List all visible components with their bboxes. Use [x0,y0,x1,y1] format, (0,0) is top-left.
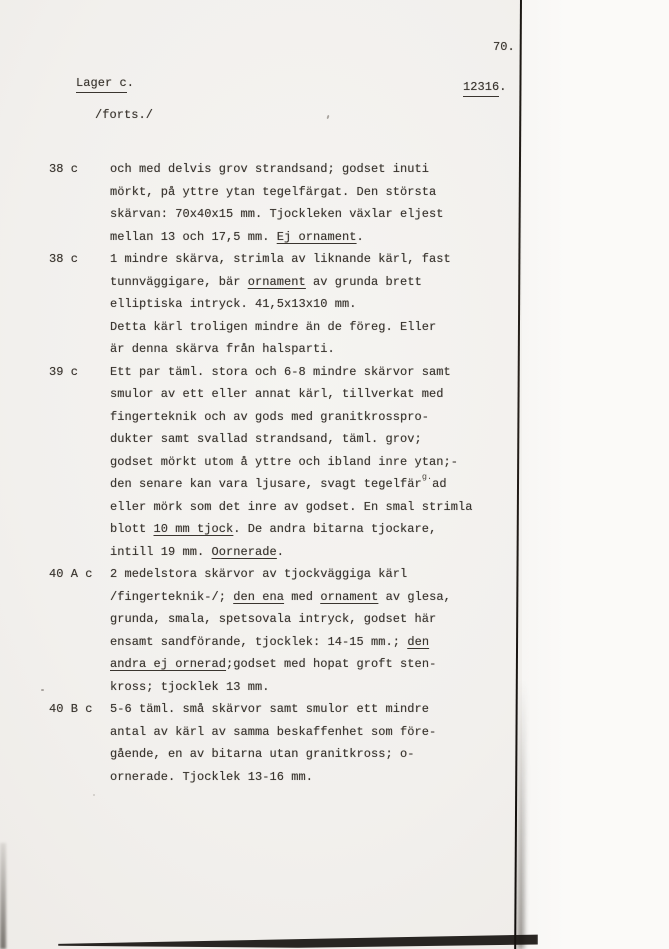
catalog-entry [0,248,520,361]
entry-label: 40 A c [49,567,93,581]
entry-text-line: den senare kan vara ljusare, svagt tegelfärg.ad [110,473,520,496]
handwritten-insertion: g. [421,472,433,482]
entry-text-line: andra ej ornerad;godset med hopat groft sten- [110,657,437,671]
underlined-text: ornament [320,589,379,604]
entry-text-line: ensamt sandförande, tjocklek: 14-15 mm.; den [110,634,430,649]
entry-text [110,563,520,698]
scan-speck [326,115,329,119]
entry-text-line: ornerade. Tjocklek 13-16 mm. [110,769,314,784]
catalog-entry [0,563,520,698]
entry-text-line: mellan 13 och 17,5 mm. Ej ornament. [110,229,364,244]
entry-text-line: intill 19 mm. Oornerade. [110,544,285,559]
document-number [434,66,507,108]
entry-text-line: och med delvis grov strandsand; godset inuti [110,162,430,176]
underlined-text: den ena [233,589,285,604]
entry-text-line: dukter samt svallad strandsand, täml. grov; [110,432,422,446]
entry-text [110,698,520,788]
section-heading-period: . [126,76,135,90]
entry-text-line: blott 10 mm tjock. De andra bitarna tjockare, [110,522,437,536]
catalog-entries [0,158,520,788]
entry-text-line: grunda, smala, spetsovala intryck, godset här [110,612,437,626]
entry-text [110,248,520,361]
entry-text-line: kross; tjocklek 13 mm. [110,679,270,694]
entry-label: 40 B c [49,702,93,716]
entry-text-line: skärvan: 70x40x15 mm. Tjockleken växlar eljest [110,207,444,221]
catalog-entry [0,158,520,248]
document-number-text: 12316 [463,80,499,97]
page-number-text: 70. [493,40,515,54]
entry-text-line: Detta kärl troligen mindre än de föreg. Eller [110,319,437,334]
underlined-text: Oornerade [211,544,277,559]
entry-text-line: 2 medelstora skärvor av tjockväggiga kärl [110,567,408,581]
entry-text-line: gående, en av bitarna utan granitkross; o- [110,747,415,761]
entry-text-line: 1 mindre skärva, strimla av liknande kärl, fast [110,252,451,266]
entry-text-line: fingerteknik och av gods med granitkrosspro- [110,409,430,424]
entry-text [110,158,520,248]
underlined-text: den [407,634,430,649]
entry-text [110,361,520,564]
entry-text-line: tunnväggigare, bär ornament av grunda brett [110,274,422,289]
document-number-period: . [499,80,507,94]
entry-text-line: smulor av ett eller annat kärl, tillverkat med [110,387,444,401]
entry-text-line: 5-6 täml. små skärvor samt smulor ett mindre [110,702,430,716]
entry-text-line: elliptiska intryck. 41,5x13x10 mm. [110,297,357,311]
underlined-text: andra ej ornerad [110,657,227,671]
underlined-text: 10 mm tjock [153,522,234,536]
entry-label: 39 c [49,364,79,379]
entry-text-line: godset mörkt utom å yttre och ibland inre ytan;- [110,454,459,469]
page-number [464,26,515,68]
underlined-text: ornament [247,274,306,289]
entry-label: 38 c [49,162,79,176]
entry-text-line: är denna skärva från halsparti. [110,342,335,356]
left-edge-smudge [0,843,6,949]
entry-text-line: antal av kärl av samma beskaffenhet som före- [110,724,437,739]
continuation-note: /forts./ [95,108,154,122]
underlined-text: Ej ornament [276,229,357,244]
catalog-entry [0,698,520,788]
entry-label: 38 c [49,252,79,266]
catalog-entry [0,361,520,564]
scan-speck [93,794,95,796]
section-heading [47,62,134,104]
bottom-edge-shadow [58,933,538,949]
entry-text-line: /fingerteknik-/; den ena med ornament av glesa, [110,589,451,604]
entry-text-line: eller mörk som det inre av godset. En smal strimla [110,499,473,514]
entry-text-line: Ett par täml. stora och 6-8 mindre skärvor samt [110,364,451,379]
section-heading-text: Lager c [76,76,127,93]
entry-text-line: mörkt, på yttre ytan tegelfärgat. Den största [110,184,437,199]
scan-margin-right [522,0,669,949]
